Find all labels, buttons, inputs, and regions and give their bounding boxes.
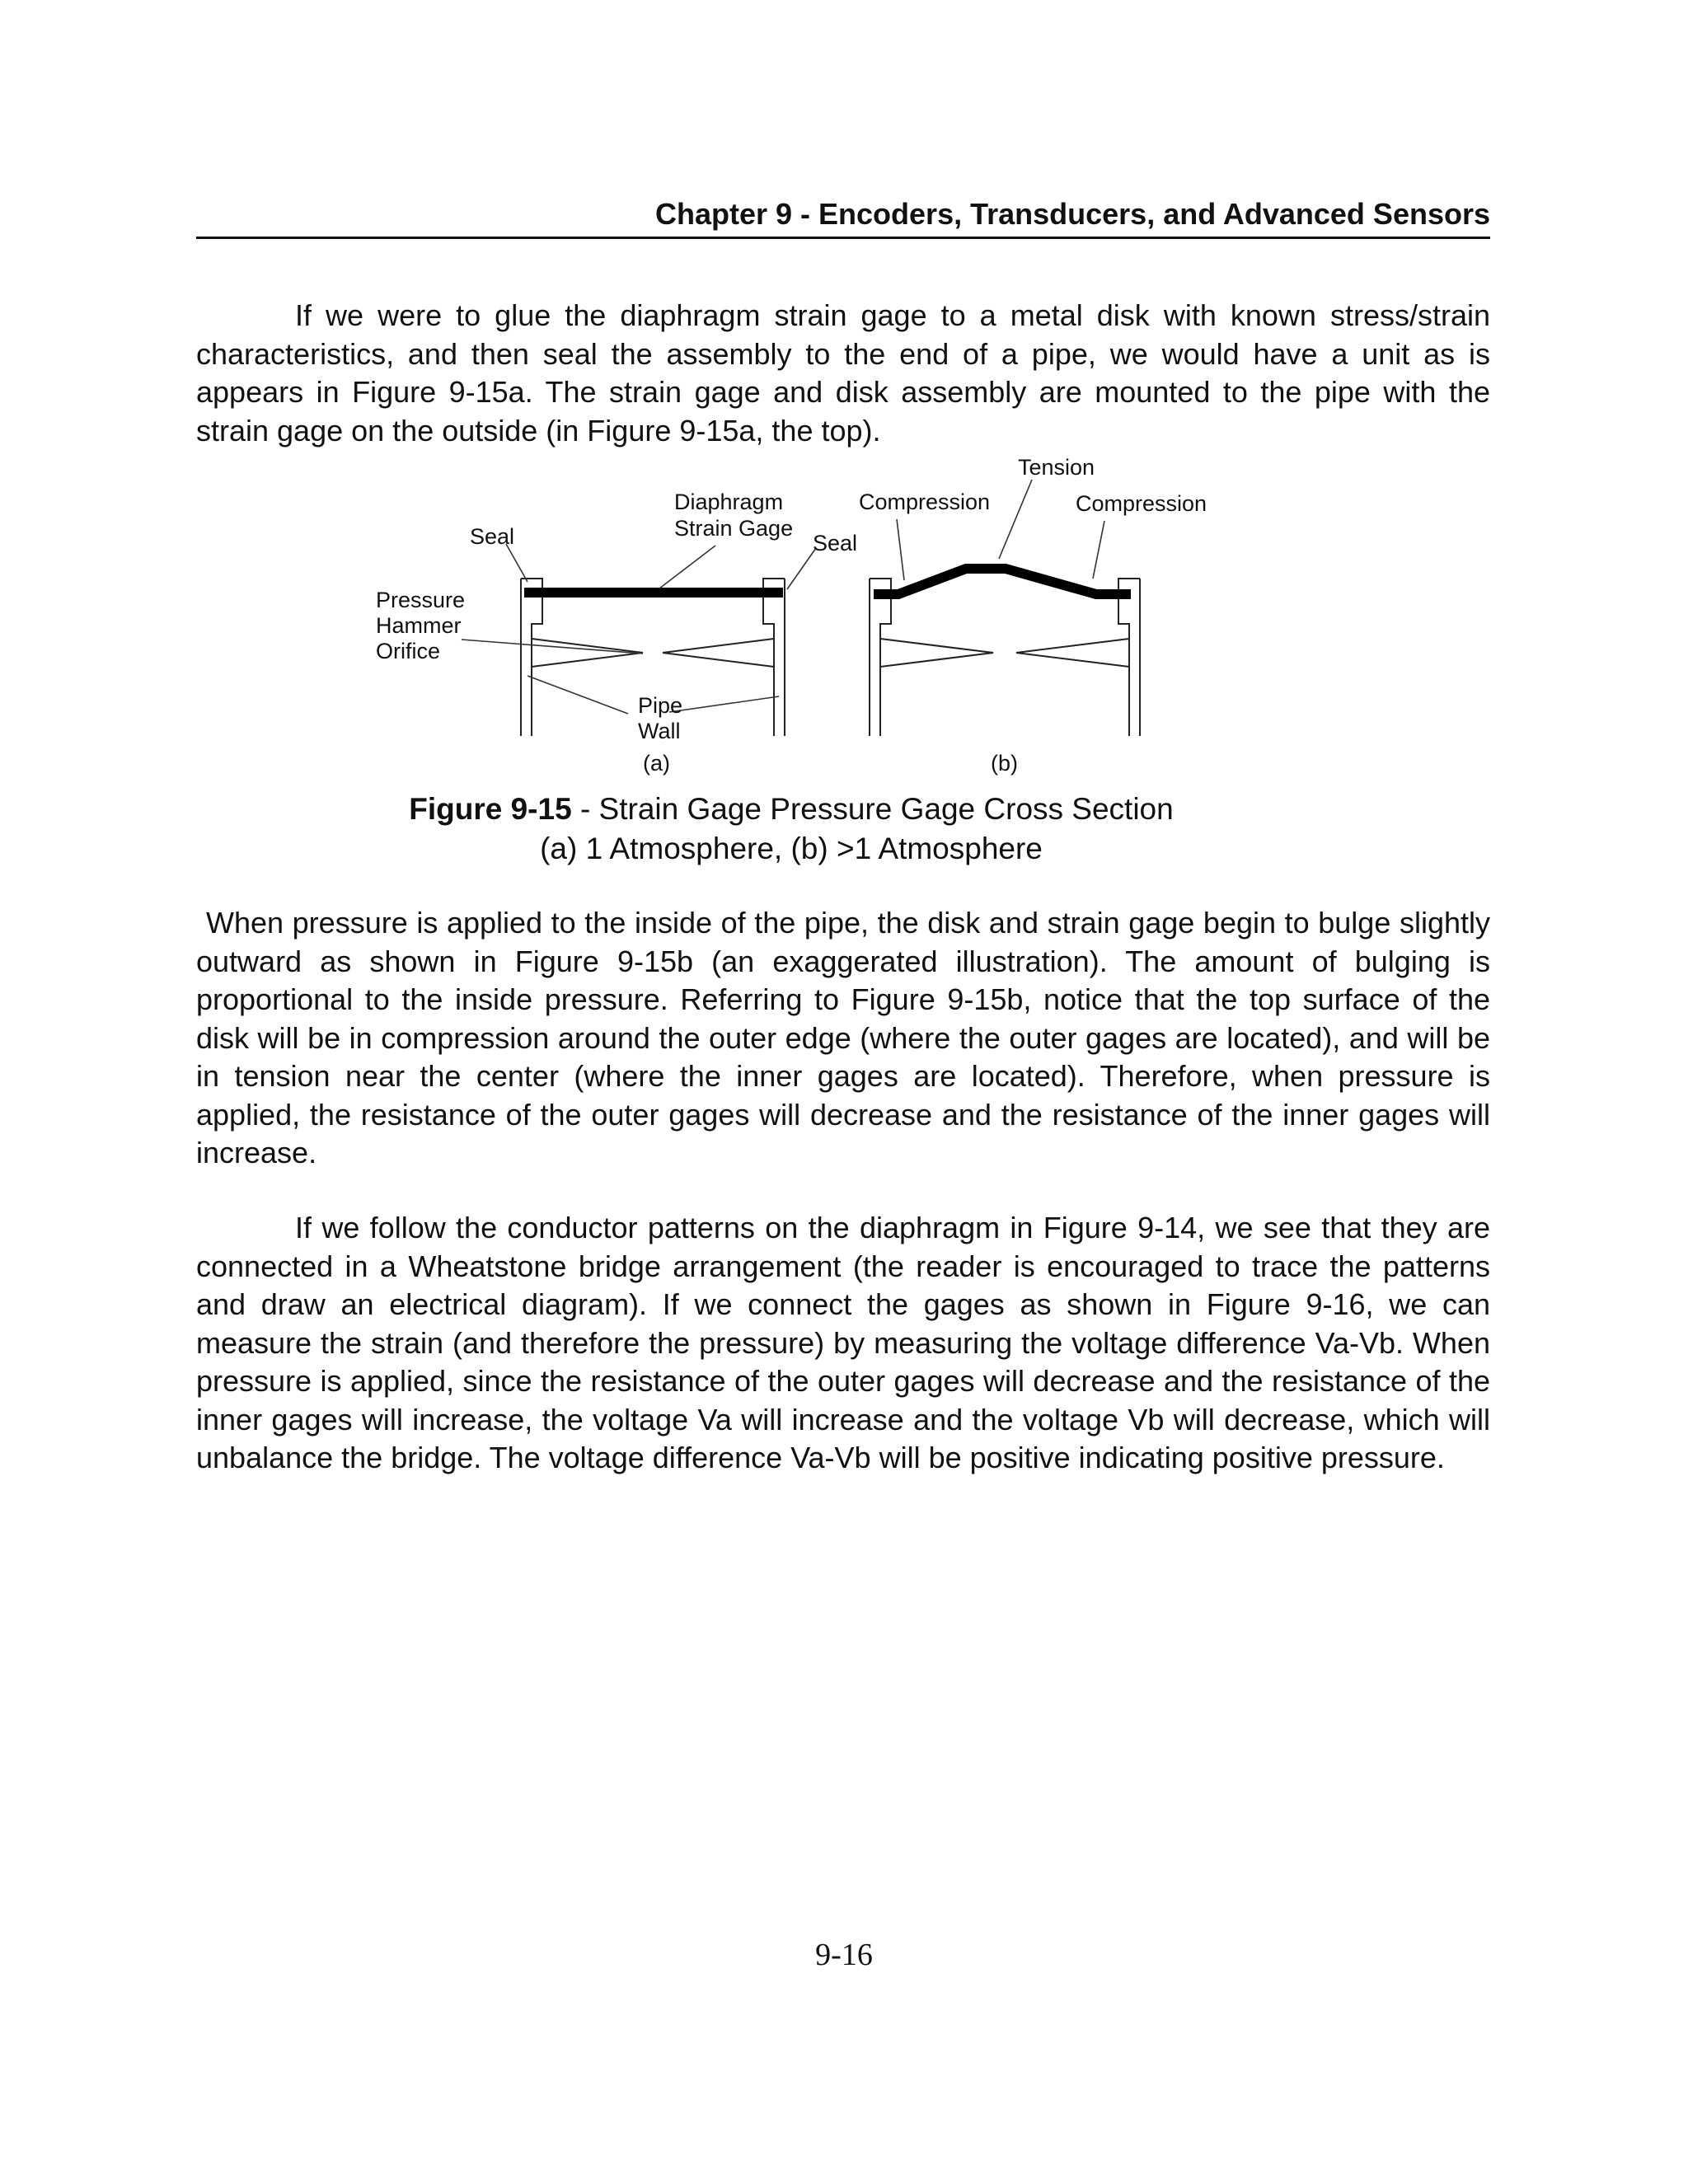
label-sub-a: (a) (643, 751, 670, 776)
leader-lines (462, 480, 1104, 714)
label-tension: Tension (1018, 455, 1095, 480)
label-pipe: Pipe (638, 693, 683, 718)
orifice-right-b (1016, 639, 1129, 667)
label-diaphragm: Diaphragm (674, 490, 784, 514)
chapter-title: Chapter 9 - Encoders, Transducers, and Advanced Sensors (655, 197, 1490, 231)
figure-caption (379, 790, 1203, 829)
page-number: 9-16 (815, 1938, 873, 1972)
pipe-wall-right-b (1118, 579, 1140, 736)
pipe-wall-left-b (870, 579, 891, 736)
label-hammer: Hammer (376, 613, 462, 638)
paragraph-1: If we were to glue the diaphragm strain gage to a metal disk with known stress/strain characteristics, and then seal the assembly to the end of a pipe, we would have a unit as is appears in Figure 9-15a. The strain gage and disk assembly are mounted to the pipe with the strain gage on the outside (in Figure 9-15a, the top). (196, 298, 1490, 448)
orifice-left-a (532, 639, 643, 667)
label-compression-left: Compression (859, 490, 991, 514)
label-sub-b: (b) (991, 751, 1018, 776)
figure-number: Figure 9-15 (409, 792, 572, 826)
label-pressure: Pressure (376, 588, 466, 612)
label-seal-right: Seal (813, 531, 858, 555)
label-seal-left: Seal (470, 524, 515, 549)
paragraph-3: If we follow the conductor patterns on the diaphragm in Figure 9-14, we see that they are connected in a Wheatstone bridge arrangement (the reader is encouraged to trace the patterns and draw an electrical diagram). If we connect the gages as shown in Figure 9-16, we can measure the strain (and therefore the pressure) by measuring the voltage difference Va-Vb. When pressure is applied, since the resistance of the outer gages will decrease and the resistance of the inner gages will increase, the voltage Va will increase and the voltage Vb will decrease, which will unbalance the bridge. The voltage difference Va-Vb will be positive indicating positive pressure. (196, 1211, 1490, 1474)
label-orifice: Orifice (376, 639, 441, 663)
label-compression-right: Compression (1076, 491, 1207, 516)
figure-caption-line2: (a) 1 Atmosphere, (b) >1 Atmosphere (540, 832, 1043, 865)
figure-title: - Strain Gage Pressure Gage Cross Section (571, 792, 1174, 826)
page-header (196, 198, 1490, 239)
orifice-left-b (880, 639, 993, 667)
paragraph-2: When pressure is applied to the inside of the pipe, the disk and strain gage begin to bulge slightly outward as shown in Figure 9-15b (an exaggerated illustration). The amount of bulging is proportional to the inside pressure. Referring to Figure 9-15b, notice that the top surface of the disk will be in compression around the outer edge (where the outer gages are located), and will be in tension near the center (where the inner gages are located). Therefore, when pressure is applied, the resistance of the outer gages will decrease and the resistance of the inner gages will increase. (196, 906, 1490, 1169)
orifice-right-a (663, 639, 774, 667)
diagram-b (870, 579, 1140, 736)
pipe-wall-left-a (521, 579, 542, 736)
label-strain-gage: Strain Gage (674, 516, 794, 541)
label-wall: Wall (638, 719, 681, 743)
diaphragm-bulged-b (874, 569, 1131, 594)
pipe-wall-right-a (763, 579, 785, 736)
diagram-a (521, 579, 785, 736)
